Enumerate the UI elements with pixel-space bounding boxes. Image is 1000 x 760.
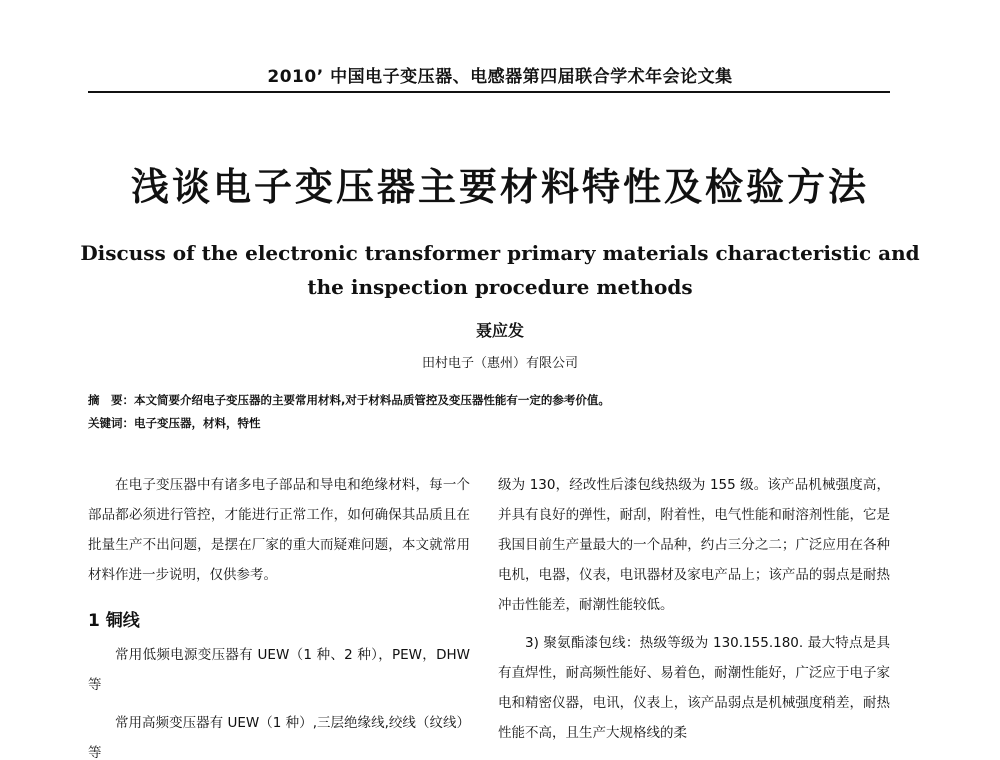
keywords-text: 电子变压器，材料，特性 — [134, 416, 261, 430]
abstract-label: 摘 要： — [88, 393, 134, 407]
author-name: 聂应发 — [475, 321, 524, 340]
paper-title: 浅谈电子变压器主要材料特性及检验方法 — [130, 165, 869, 209]
paragraph-high-frequency: 常用高频变压器有 UEW（1 种）,三层绝缘线,绞线（纹线）等 — [88, 715, 470, 760]
keywords — [88, 415, 261, 431]
paragraph-enameled-wire-continued: 级为 130，经改性后漆包线热级为 155 级。该产品机械强度高，并具有良好的弹性，耐刮，附着性，电气性能和耐溶剂性能，它是我国目前生产量最大的一个品种，约占三分之二；广泛应用在各种电机，电器，仪表，电讯器材及家电产品上；该产品的弱点是耐热冲击性能差，耐潮性能较低。 — [498, 477, 890, 613]
abstract — [88, 392, 610, 408]
paragraph-low-frequency: 常用低频电源变压器有 UEW（1 种、2 种），PEW，DHW 等 — [88, 647, 470, 693]
keywords-label: 关键词： — [88, 416, 134, 430]
abstract-text: 本文简要介绍电子变压器的主要常用材料,对于材料品质管控及变压器性能有一定的参考价值。 — [134, 393, 610, 407]
left-column — [88, 470, 470, 760]
running-header: 2010’ 中国电子变压器、电感器第四届联合学术年会论文集 — [267, 67, 733, 87]
right-column — [498, 470, 890, 748]
intro-paragraph: 在电子变压器中有诸多电子部品和导电和绝缘材料，每一个部品都必须进行管控，才能进行正常工作，如何确保其品质且在批量生产不出问题，是摆在厂家的重大而疑难问题，本文就常用材料作进一步说明，仅供参考。 — [88, 477, 470, 583]
author-affiliation: 田村电子（惠州）有限公司 — [421, 356, 578, 371]
section-heading-copper-wire: 1 铜线 — [88, 611, 140, 631]
header-rule — [88, 91, 890, 93]
paper-subtitle: Discuss of the electronic transformer primary materials characteristic and the inspection procedure methods — [80, 241, 920, 299]
paragraph-polyurethane-wire: 3) 聚氨酯漆包线：热级等级为 130.155.180. 最大特点是具有直焊性，耐高频性能好、易着色，耐潮性能好，广泛应于电子家电和精密仪器，电讯，仪表上，该产品弱点是机械强度稍差，耐热性能不高，且生产大规格线的柔 — [498, 635, 890, 741]
